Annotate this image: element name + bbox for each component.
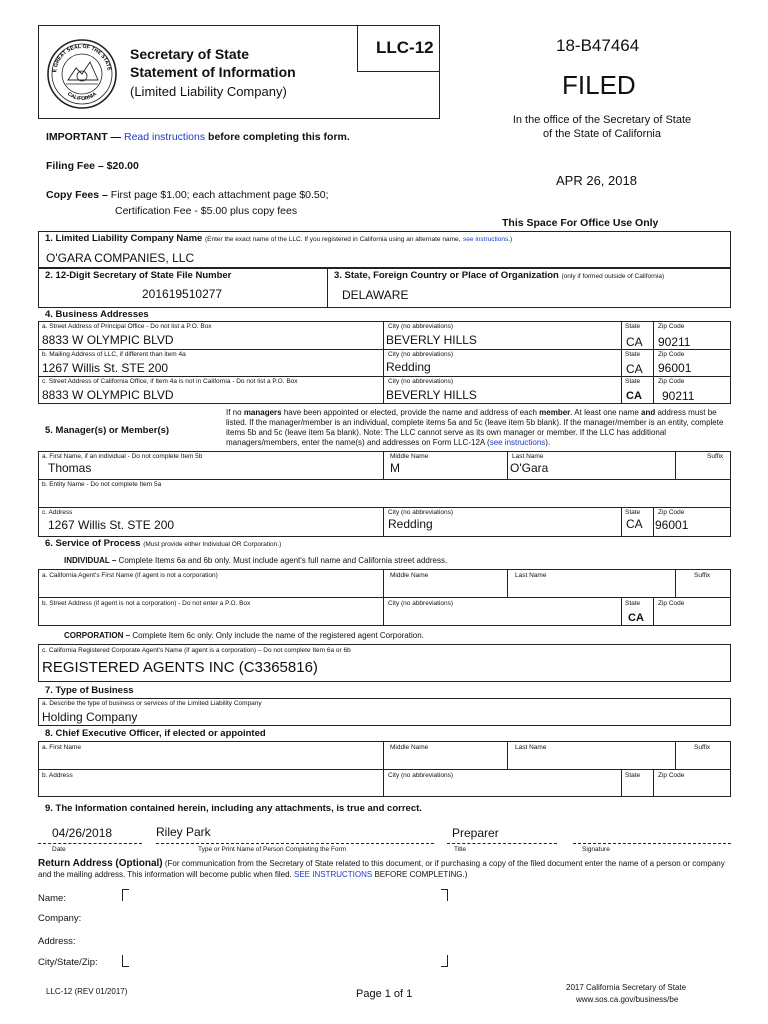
principal-state[interactable]: CA bbox=[626, 335, 643, 349]
filed-stamp: FILED bbox=[562, 70, 636, 100]
title-line1: Secretary of State bbox=[130, 46, 250, 62]
copy-fees: Copy Fees – First page $1.00; each attachment page $0.50; bbox=[46, 189, 329, 201]
s5-label: 5. Manager(s) or Member(s) bbox=[45, 425, 170, 436]
svg-text:THE GREAT SEAL OF THE STATE OF bbox=[46, 38, 112, 73]
manager-first-name[interactable]: Thomas bbox=[48, 461, 92, 475]
s4c-city-label: City (no abbreviations) bbox=[388, 378, 454, 385]
s6b-zip-label: Zip Code bbox=[658, 600, 685, 607]
date-label: Date bbox=[52, 846, 66, 853]
manager-zip[interactable]: 96001 bbox=[655, 518, 689, 532]
s6-corporation: CORPORATION – Complete Item 6c only. Only include the name of the registered agent Corporation. bbox=[64, 631, 424, 640]
s8-suffix-label: Suffix bbox=[694, 744, 711, 751]
s2-label: 2. 12-Digit Secretary of State File Number bbox=[45, 270, 232, 281]
office-line1: In the office of the Secretary of State bbox=[512, 114, 692, 126]
return-name-label: Name: bbox=[38, 893, 66, 904]
s4c-zip-label: Zip Code bbox=[658, 378, 685, 385]
s5-intro: If no managers have been appointed or elected, provide the name and address of each member. At least one name and address must be listed. If the manager/member is an individual, complete items 5a and 5c (leave item 5b blank). If the manager/member is an entity, complete items 5b and 5c (leave item 5a blank). Note: The LLC cannot serve as its own manager or member. If the LLC has additional managers/members, enter the name(s) and addresses on Form LLC-12A (see instructions). bbox=[226, 408, 724, 447]
title-label: Title bbox=[454, 846, 467, 853]
form-code: LLC-12 bbox=[376, 38, 434, 57]
return-instructions-link[interactable]: SEE INSTRUCTIONS bbox=[294, 870, 373, 879]
s6-middle-label: Middle Name bbox=[390, 572, 429, 579]
signing-date[interactable]: 04/26/2018 bbox=[52, 826, 113, 840]
return-csz-label: City/State/Zip: bbox=[38, 957, 98, 968]
manager-city[interactable]: Redding bbox=[388, 517, 433, 531]
filed-date: APR 26, 2018 bbox=[556, 173, 637, 188]
s8a-label: a. First Name bbox=[42, 744, 82, 751]
s3-label: 3. State, Foreign Country or Place of Organization (only if formed outside of California) bbox=[334, 270, 665, 281]
s8b-state-label: State bbox=[625, 772, 641, 779]
ca-office-state[interactable]: CA bbox=[626, 390, 642, 402]
footer-copyright: 2017 California Secretary of State bbox=[566, 983, 687, 992]
read-instructions-link[interactable]: Read instructions bbox=[123, 131, 206, 143]
s4c-label: c. Street Address of California Office, if Item 4a is not in California - Do not list a P.O. Box bbox=[42, 378, 298, 385]
s8-label: 8. Chief Executive Officer, if elected or appointed bbox=[45, 728, 266, 739]
name-label: Type or Print Name of Person Completing the Form bbox=[198, 846, 347, 853]
s5b-label: b. Entity Name - Do not complete Item 5a bbox=[42, 481, 162, 488]
s6-individual: INDIVIDUAL – Complete Items 6a and 6b only. Must include agent's full name and California street address. bbox=[64, 556, 448, 565]
business-type[interactable]: Holding Company bbox=[42, 710, 138, 724]
mailing-zip[interactable]: 96001 bbox=[658, 361, 692, 375]
s4c-state-label: State bbox=[625, 378, 641, 385]
mailing-state[interactable]: CA bbox=[626, 362, 643, 376]
s6-label: 6. Service of Process (Must provide either Individual OR Corporation.) bbox=[45, 538, 282, 549]
return-address-field[interactable] bbox=[122, 889, 448, 967]
s7a-label: a. Describe the type of business or services of the Limited Liability Company bbox=[42, 700, 262, 707]
footer-page: Page 1 of 1 bbox=[356, 988, 413, 1000]
s4a-state-label: State bbox=[625, 323, 641, 330]
s1-instructions-link[interactable]: see instructions bbox=[463, 236, 509, 243]
s8-middle-label: Middle Name bbox=[390, 744, 429, 751]
footer-url: www.sos.ca.gov/business/be bbox=[576, 995, 679, 1004]
title-line2: Statement of Information bbox=[130, 64, 296, 80]
s8b-zip-label: Zip Code bbox=[658, 772, 685, 779]
ca-office-zip[interactable]: 90211 bbox=[662, 389, 695, 403]
s4b-zip-label: Zip Code bbox=[658, 351, 685, 358]
office-use-label: This Space For Office Use Only bbox=[502, 217, 659, 229]
s5a-label: a. First Name, if an individual - Do not complete Item 5b bbox=[42, 453, 203, 460]
s8-last-label: Last Name bbox=[515, 744, 547, 751]
principal-zip[interactable]: 90211 bbox=[658, 335, 691, 349]
manager-state[interactable]: CA bbox=[626, 517, 643, 531]
return-address-note: Return Address (Optional) (For communication from the Secretary of State related to this document, or if purchasing a copy of the filed document enter the name of a person or company and the mailing address. This information will become public when filed. SEE INSTRUCTIONS BEFORE COMPLETING.) bbox=[38, 858, 725, 879]
s6b-label: b. Street Address (if agent is not a corporation) - Do not enter a P.O. Box bbox=[42, 600, 251, 607]
s5-suffix-label: Suffix bbox=[707, 453, 724, 460]
s4b-state-label: State bbox=[625, 351, 641, 358]
office-line2: of the State of California bbox=[542, 128, 661, 140]
title-line3: (Limited Liability Company) bbox=[130, 84, 287, 99]
manager-middle-name[interactable]: M bbox=[390, 461, 400, 475]
s6a-label: a. California Agent's First Name (if agent is not a corporation) bbox=[42, 572, 218, 579]
svg-text:CALIFORNIA bbox=[66, 91, 98, 102]
filing-fee: Filing Fee – $20.00 bbox=[46, 160, 139, 172]
state-seal bbox=[46, 38, 118, 110]
file-number[interactable]: 201619510277 bbox=[142, 287, 223, 301]
s8b-city-label: City (no abbreviations) bbox=[388, 772, 454, 779]
s5-last-label: Last Name bbox=[512, 453, 544, 460]
s4a-label: a. Street Address of Principal Office - Do not list a P.O. Box bbox=[42, 323, 212, 330]
ca-office-city[interactable]: BEVERLY HILLS bbox=[386, 388, 477, 402]
s5c-label: c. Address bbox=[42, 509, 73, 516]
filing-number: 18-B47464 bbox=[556, 36, 640, 55]
s5c-state-label: State bbox=[625, 509, 641, 516]
ca-office-address[interactable]: 8833 W OLYMPIC BLVD bbox=[42, 388, 174, 402]
place-of-organization[interactable]: DELAWARE bbox=[342, 288, 409, 302]
s5c-zip-label: Zip Code bbox=[658, 509, 685, 516]
preparer-name[interactable]: Riley Park bbox=[156, 825, 211, 839]
return-company-label: Company: bbox=[38, 913, 82, 924]
s7-label: 7. Type of Business bbox=[45, 685, 134, 696]
s6c-label: c. California Registered Corporate Agent's Name (if agent is a corporation) – Do not complete Item 6a or 6b bbox=[42, 647, 351, 654]
s5c-city-label: City (no abbreviations) bbox=[388, 509, 454, 516]
s6-last-label: Last Name bbox=[515, 572, 547, 579]
mailing-address[interactable]: 1267 Willis St. STE 200 bbox=[42, 361, 169, 375]
registered-agent-name[interactable]: REGISTERED AGENTS INC (C3365816) bbox=[42, 659, 318, 676]
seal-top-text: E GREAT SEAL OF THE STATE bbox=[52, 43, 112, 73]
important-line: IMPORTANT — Read instructions before completing this form. bbox=[46, 131, 350, 143]
llc-name[interactable]: O'GARA COMPANIES, LLC bbox=[46, 251, 195, 265]
s9-label: 9. The Information contained herein, including any attachments, is true and correct. bbox=[45, 803, 422, 814]
s4b-city-label: City (no abbreviations) bbox=[388, 351, 454, 358]
s6-suffix-label: Suffix bbox=[694, 572, 711, 579]
mailing-city[interactable]: Redding bbox=[386, 360, 431, 374]
signature-label: Signature bbox=[582, 846, 610, 853]
principal-city[interactable]: BEVERLY HILLS bbox=[386, 333, 477, 347]
agent-state[interactable]: CA bbox=[628, 612, 644, 624]
s4a-city-label: City (no abbreviations) bbox=[388, 323, 454, 330]
s4a-zip-label: Zip Code bbox=[658, 323, 685, 330]
preparer-title[interactable]: Preparer bbox=[452, 826, 499, 840]
s6b-city-label: City (no abbreviations) bbox=[388, 600, 454, 607]
s4-label: 4. Business Addresses bbox=[45, 309, 149, 320]
certification-fee: Certification Fee - $5.00 plus copy fees bbox=[115, 205, 298, 217]
s5-middle-label: Middle Name bbox=[390, 453, 429, 460]
s5-instructions-link[interactable]: see instructions bbox=[489, 438, 546, 447]
s8b-label: b. Address bbox=[42, 772, 73, 779]
footer-form-code: LLC-12 (REV 01/2017) bbox=[46, 987, 128, 996]
principal-address[interactable]: 8833 W OLYMPIC BLVD bbox=[42, 333, 174, 347]
s1-label: 1. Limited Liability Company Name (Enter the exact name of the LLC. If you registered in California using an alternate name, see instructions.) bbox=[45, 233, 513, 244]
return-address-label: Address: bbox=[38, 936, 76, 947]
s6b-state-label: State bbox=[625, 600, 641, 607]
manager-last-name[interactable]: O'Gara bbox=[510, 461, 549, 475]
manager-address[interactable]: 1267 Willis St. STE 200 bbox=[48, 518, 175, 532]
seal-bottom-text: CALIFORNIA bbox=[66, 91, 98, 103]
s4b-label: b. Mailing Address of LLC, if different than item 4a bbox=[42, 351, 186, 358]
